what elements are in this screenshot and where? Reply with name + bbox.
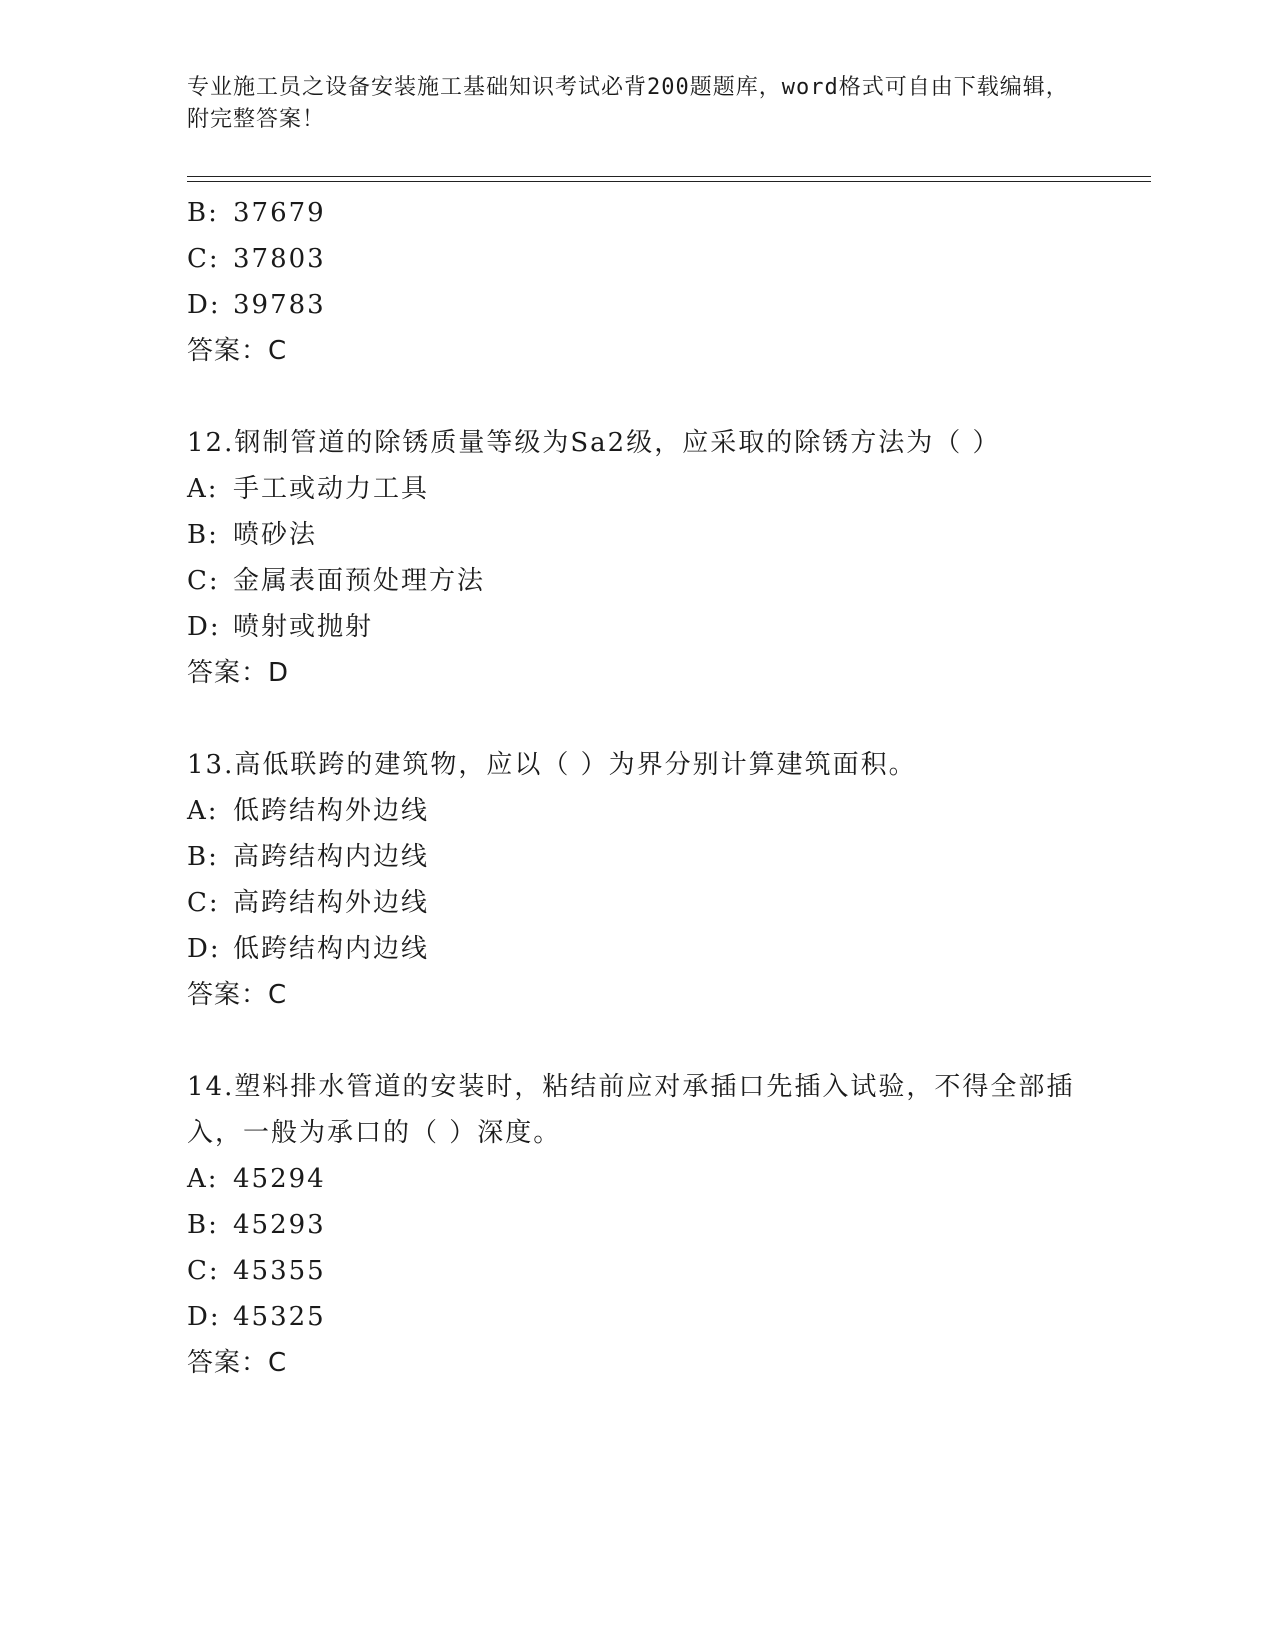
continued-question [187, 190, 1087, 374]
option-key: B: [187, 1210, 219, 1240]
option-text: 低跨结构内边线 [233, 934, 430, 964]
option-text: 45355 [233, 1256, 326, 1286]
option-line [187, 926, 1087, 972]
spacer [187, 374, 1087, 420]
option-line [187, 1156, 1087, 1202]
option-text: 喷射或抛射 [233, 612, 374, 642]
option-key: D: [187, 934, 221, 964]
option-text: 喷砂法 [233, 520, 318, 550]
question-13 [187, 742, 1087, 1018]
spacer [187, 1018, 1087, 1064]
question-stem: 14.塑料排水管道的安装时，粘结前应对承插口先插入试验，不得全部插入，一般为承口的（ ）深度。 [187, 1072, 1075, 1148]
option-text: 45325 [233, 1302, 326, 1332]
option-line [187, 1248, 1087, 1294]
option-text: 高跨结构内边线 [233, 842, 430, 872]
option-line [187, 834, 1087, 880]
option-line [187, 604, 1087, 650]
document-header-title: 专业施工员之设备安装施工基础知识考试必背200题题库，word格式可自由下载编辑，附完整答案！ [187, 75, 1069, 132]
header-divider-bottom [187, 181, 1151, 182]
option-key: D: [187, 1302, 221, 1332]
option-key: B: [187, 198, 219, 228]
option-line [187, 788, 1087, 834]
option-key: A: [187, 474, 219, 504]
answer-line: 答案：C [187, 336, 288, 366]
spacer [187, 696, 1087, 742]
option-text: 高跨结构外边线 [233, 888, 430, 918]
question-14 [187, 1064, 1087, 1386]
option-key: C: [187, 244, 220, 274]
answer-line: 答案：D [187, 658, 290, 688]
option-line [187, 558, 1087, 604]
option-text: 45294 [233, 1164, 326, 1194]
answer-line: 答案：C [187, 980, 288, 1010]
option-line [187, 1294, 1087, 1340]
option-text: 45293 [233, 1210, 326, 1240]
option-line [187, 282, 1087, 328]
question-12 [187, 420, 1087, 696]
question-content [187, 190, 1087, 1386]
option-key: C: [187, 1256, 220, 1286]
option-line [187, 512, 1087, 558]
option-key: D: [187, 612, 221, 642]
option-key: B: [187, 842, 219, 872]
option-line [187, 190, 1087, 236]
option-text: 37803 [233, 244, 326, 274]
option-key: D: [187, 290, 221, 320]
option-text: 低跨结构外边线 [233, 796, 430, 826]
answer-line: 答案：C [187, 1348, 288, 1378]
option-line [187, 466, 1087, 512]
option-line [187, 1202, 1087, 1248]
option-key: A: [187, 796, 219, 826]
option-text: 手工或动力工具 [233, 474, 430, 504]
option-line [187, 880, 1087, 926]
option-key: C: [187, 888, 220, 918]
option-key: C: [187, 566, 220, 596]
question-stem: 13.高低联跨的建筑物，应以（ ）为界分别计算建筑面积。 [187, 750, 917, 780]
option-text: 37679 [233, 198, 326, 228]
option-key: A: [187, 1164, 219, 1194]
option-line [187, 236, 1087, 282]
option-text: 金属表面预处理方法 [233, 566, 486, 596]
option-key: B: [187, 520, 219, 550]
header-divider-top [187, 176, 1151, 177]
question-stem: 12.钢制管道的除锈质量等级为Sa2级，应采取的除锈方法为（ ） [187, 428, 1001, 458]
option-text: 39783 [233, 290, 326, 320]
